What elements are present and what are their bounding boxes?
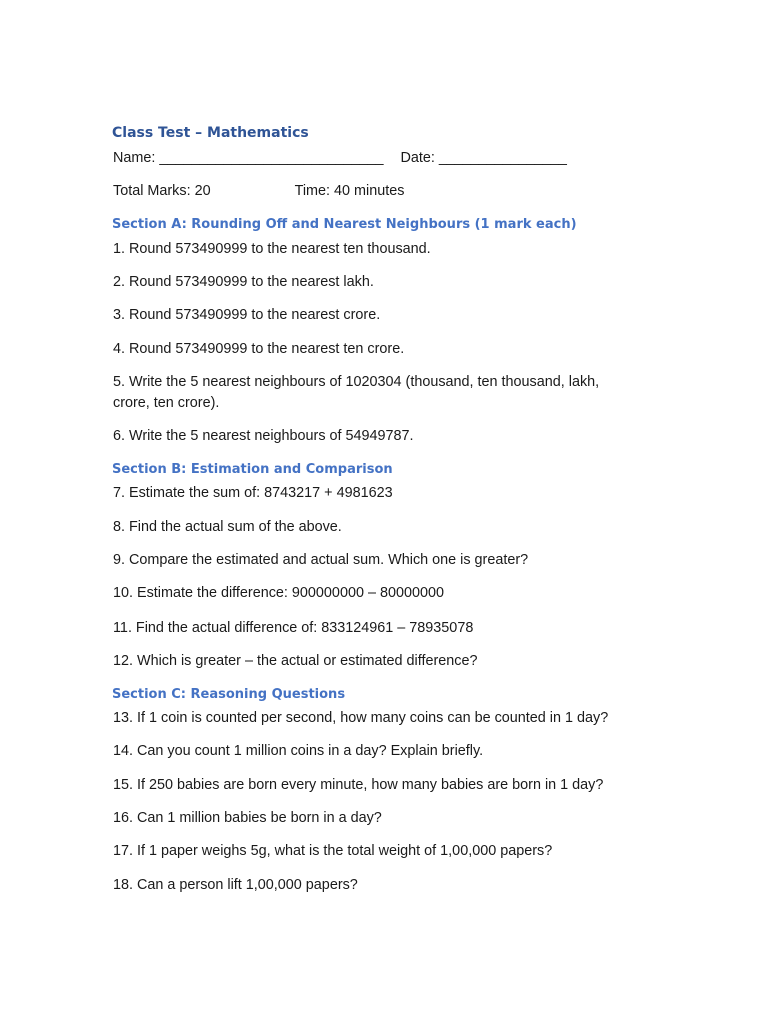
question-2: 2. Round 573490999 to the nearest lakh. — [113, 274, 374, 290]
marks-time-row — [113, 181, 404, 202]
question-17: 17. If 1 paper weighs 5g, what is the total weight of 1,00,000 papers? — [113, 843, 553, 859]
question-18: 18. Can a person lift 1,00,000 papers? — [113, 877, 358, 893]
question-6: 6. Write the 5 nearest neighbours of 54949787. — [113, 428, 414, 444]
question-15: 15. If 250 babies are born every minute, how many babies are born in 1 day? — [113, 777, 604, 793]
question-3: 3. Round 573490999 to the nearest crore. — [113, 307, 381, 323]
section-a-heading: Section A: Rounding Off and Nearest Neighbours (1 mark each) — [112, 217, 577, 232]
name-field: Name: ____________________________ — [113, 150, 384, 166]
question-13: 13. If 1 coin is counted per second, how many coins can be counted in 1 day? — [113, 710, 609, 726]
time-limit: Time: 40 minutes — [294, 183, 405, 199]
question-4: 4. Round 573490999 to the nearest ten crore. — [113, 341, 405, 357]
question-10: 10. Estimate the difference: 900000000 – 80000000 — [113, 585, 444, 601]
page-title: Class Test – Mathematics — [112, 125, 309, 141]
question-5: 5. Write the 5 nearest neighbours of 1020304 (thousand, ten thousand, lakh, crore, ten crore). — [113, 374, 600, 411]
question-8: 8. Find the actual sum of the above. — [113, 519, 342, 535]
question-12: 12. Which is greater – the actual or estimated difference? — [113, 653, 478, 669]
date-field: Date: ________________ — [400, 150, 567, 166]
question-9: 9. Compare the estimated and actual sum. Which one is greater? — [113, 552, 529, 568]
total-marks: Total Marks: 20 — [113, 183, 211, 199]
question-16: 16. Can 1 million babies be born in a day? — [113, 810, 382, 826]
question-14: 14. Can you count 1 million coins in a day? Explain briefly. — [113, 743, 484, 759]
section-b-heading: Section B: Estimation and Comparison — [112, 462, 393, 477]
question-1: 1. Round 573490999 to the nearest ten thousand. — [113, 241, 431, 257]
question-7: 7. Estimate the sum of: 8743217 + 4981623 — [113, 485, 393, 501]
section-c-heading: Section C: Reasoning Questions — [112, 687, 346, 702]
question-11: 11. Find the actual difference of: 833124961 – 78935078 — [113, 620, 474, 636]
name-date-row — [113, 148, 567, 169]
